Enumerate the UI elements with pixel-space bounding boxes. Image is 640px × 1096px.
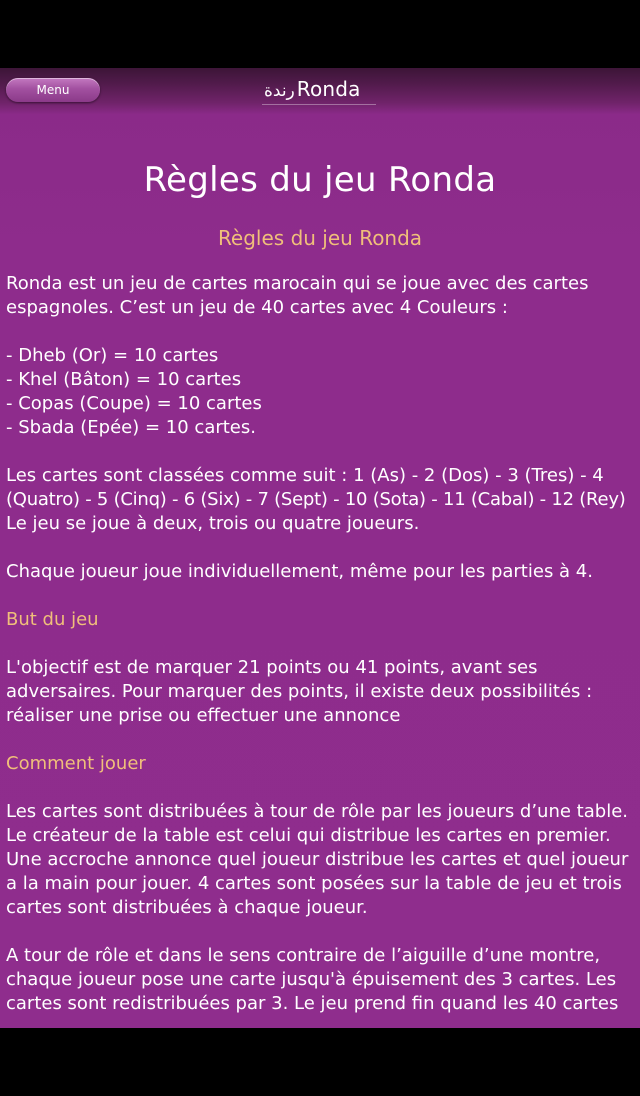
menu-button[interactable]: Menu bbox=[6, 78, 100, 102]
rules-content bbox=[0, 152, 640, 1016]
suit-khel: - Khel (Bâton) = 10 cartes bbox=[6, 369, 242, 390]
intro-line-1: Ronda est un jeu de cartes marocain qui se joue avec des cartes bbox=[6, 273, 589, 294]
howto-line-1: Les cartes sont distribuées à tour de rôle par les joueurs d’une table. bbox=[6, 801, 628, 822]
app-screen bbox=[0, 68, 640, 1028]
logo-arabic-text: رندة bbox=[264, 81, 295, 101]
howto-line-5: cartes sont distribuées à chaque joueur. bbox=[6, 897, 368, 918]
ranking-line-1: Les cartes sont classées comme suit : 1 (As) - 2 (Dos) - 3 (Tres) - 4 bbox=[6, 465, 604, 486]
goal-line-3: réaliser une prise ou effectuer une annonce bbox=[6, 705, 401, 726]
turn-line-2: chaque joueur pose une carte jusqu'à épuisement des 3 cartes. Les bbox=[6, 969, 617, 990]
page-title: Règles du jeu Ronda bbox=[143, 160, 497, 200]
logo-latin-text: Ronda bbox=[296, 77, 361, 101]
howto-line-3: Une accroche annonce quel joueur distribue les cartes et quel joueur bbox=[6, 849, 629, 870]
app-header bbox=[0, 68, 640, 114]
page-subtitle: Règles du jeu Ronda bbox=[217, 226, 423, 250]
turn-line-1: A tour de rôle et dans le sens contraire de l’aiguille d’une montre, bbox=[6, 945, 601, 966]
goal-line-1: L'objectif est de marquer 21 points ou 41 points, avant ses bbox=[6, 657, 538, 678]
ronda-logo bbox=[264, 74, 376, 104]
ranking-line-2: (Quatro) - 5 (Cinq) - 6 (Six) - 7 (Sept) - 10 (Sota) - 11 (Cabal) - 12 (Rey) bbox=[6, 489, 626, 510]
suit-dheb: - Dheb (Or) = 10 cartes bbox=[6, 345, 219, 366]
suit-sbada: - Sbada (Epée) = 10 cartes. bbox=[6, 417, 256, 438]
howto-line-2: Le créateur de la table est celui qui distribue les cartes en premier. bbox=[6, 825, 611, 846]
logo-underline bbox=[262, 104, 376, 105]
ranking-line-3: Le jeu se joue à deux, trois ou quatre joueurs. bbox=[6, 513, 420, 534]
individual-line: Chaque joueur joue individuellement, même pour les parties à 4. bbox=[6, 561, 593, 582]
status-bar-area bbox=[0, 0, 640, 68]
howto-line-4: a la main pour jouer. 4 cartes sont posées sur la table de jeu et trois bbox=[6, 873, 622, 894]
howto-heading: Comment jouer bbox=[6, 753, 146, 774]
suit-copas: - Copas (Coupe) = 10 cartes bbox=[6, 393, 262, 414]
turn-line-3: cartes sont redistribuées par 3. Le jeu prend fin quand les 40 cartes bbox=[6, 993, 619, 1014]
rules-body bbox=[0, 272, 640, 1016]
goal-line-2: adversaires. Pour marquer des points, il existe deux possibilités : bbox=[6, 681, 593, 702]
intro-line-2: espagnoles. C’est un jeu de 40 cartes avec 4 Couleurs : bbox=[6, 297, 508, 318]
navigation-bar-area bbox=[0, 1028, 640, 1096]
goal-heading: But du jeu bbox=[6, 609, 99, 630]
